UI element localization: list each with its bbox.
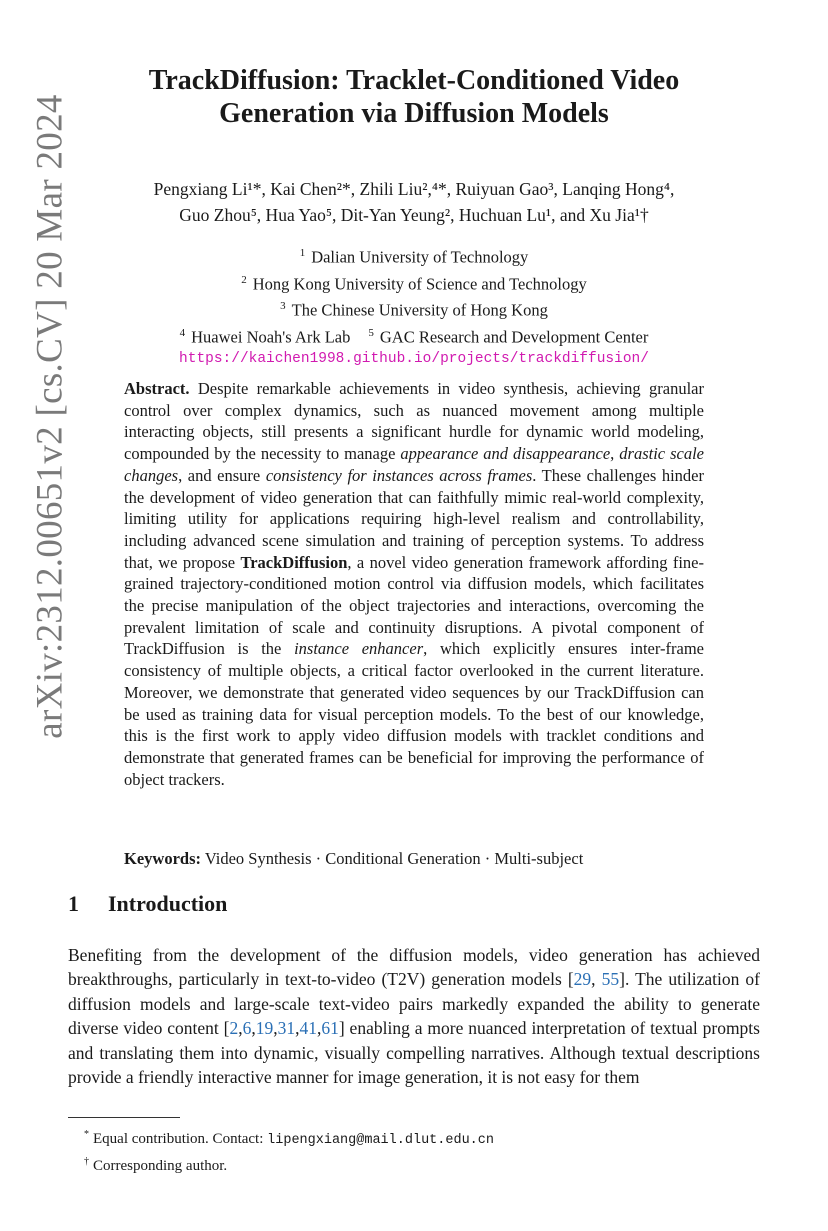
arxiv-stamp [28, 66, 72, 766]
abstract-emphasis-3: consistency for instances across frames [265, 465, 533, 485]
abstract-emphasis-2: drastic scale changes [124, 444, 704, 485]
affiliations [70, 242, 758, 370]
footnote-divider [68, 1117, 180, 1118]
abstract-text-3: , and ensure [178, 465, 266, 485]
footnote-equal-contribution [84, 1124, 754, 1151]
citation-link[interactable]: 41 [299, 1018, 317, 1039]
intro-text-2: , [591, 969, 602, 990]
keywords [124, 848, 704, 870]
authors-line-1: Pengxiang Li¹*, Kai Chen²*, Zhili Liu²,⁴*, Ruiyuan Gao³, Lanqing Hong⁴, [153, 179, 675, 199]
abstract-text-6: , which explicitly ensures inter-frame consistency of multiple objects, a critical factor overlooked in the current literature. Moreover, we demonstrate that generated video sequences by our TrackDiffusion can be used as training data for visual perception models. To the best of our knowledge, this is the first work to apply video diffusion models with tracklet conditions and demonstrate that generated frames can be beneficial for improving the performance of object trackers. [124, 639, 705, 789]
affiliation-2-number: 2 [241, 273, 247, 286]
abstract-text-4: . These challenges hinder the development of video generation that can faithfully mimic real-world complexity, limiting utility for applications requiring high-level realism and controllability, including advanced scene simulation and training of perception systems. To address that, we propose [124, 465, 704, 572]
affiliation-3-number: 3 [280, 300, 286, 312]
section-number: 1 [68, 891, 79, 916]
citation-link[interactable]: 55 [601, 969, 620, 990]
project-url-link[interactable]: https://kaichen1998.github.io/projects/trackdiffusion/ [179, 351, 649, 367]
citation-link[interactable]: 6 [242, 1018, 252, 1039]
introduction-paragraph [68, 943, 760, 1089]
intro-text-9: ] enabling a more nuanced interpretation of textual prompts and translating them into dynamic, visually compelling narratives. Although textual descriptions provide a friendly interactive manner for image generation, it is not easy for them [68, 1018, 760, 1088]
affiliation-3-name: The Chinese University of Hong Kong [291, 300, 548, 320]
affiliation-4-name: Huawei Noah's Ark Lab [191, 327, 351, 346]
citation-link[interactable]: 29 [573, 969, 592, 990]
affiliation-1-number: 1 [299, 247, 306, 259]
intro-text-1: Benefiting from the development of the diffusion models, video generation has achieved breakthroughs, particularly in text-to-video (T2V) generation models [ [68, 945, 760, 990]
arxiv-identifier: arXiv:2312.00651v2 [cs.CV] 20 Mar 2024 [29, 93, 71, 739]
affiliation-2-name: Hong Kong University of Science and Technology [252, 274, 587, 293]
author-list [70, 176, 758, 228]
title-line-1: TrackDiffusion: Tracklet-Conditioned Video [148, 65, 680, 96]
affiliation-2 [70, 269, 758, 296]
affiliation-4-number: 4 [179, 326, 186, 339]
footnote-1-text: Equal contribution. Contact: [93, 1131, 268, 1147]
footnote-2-text: Corresponding author. [93, 1158, 228, 1174]
keywords-text: Video Synthesis · Conditional Generation · Multi-subject [204, 849, 584, 868]
intro-text-7: , [295, 1018, 300, 1039]
section-title: Introduction [108, 891, 228, 916]
abstract-text-2: , [610, 444, 620, 464]
affiliation-1-name: Dalian University of Technology [311, 247, 529, 267]
title-line-2: Generation via Diffusion Models [219, 98, 609, 129]
intro-text-4: , [238, 1018, 243, 1039]
abstract-text-1: Despite remarkable achievements in video synthesis, achieving granular control over complex dynamics, such as nuanced movement among multiple interacting objects, still presents a significant hurdle for dynamic world modeling, compounded by the necessity to manage [124, 379, 704, 464]
footnote-2-mark: † [84, 1156, 89, 1167]
footnotes [84, 1124, 754, 1177]
intro-text-3: ]. The utilization of diffusion models and large-scale text-video pairs markedly expanded the ability to generate diverse video content [ [68, 969, 761, 1039]
citation-link[interactable]: 31 [277, 1018, 296, 1039]
keywords-label: Keywords: [124, 849, 201, 868]
affiliation-5-name: GAC Research and Development Center [379, 327, 649, 346]
abstract-emphasis-4: instance enhancer [294, 639, 424, 659]
contact-email: lipengxiang@mail.dlut.edu.cn [267, 1133, 494, 1148]
affiliation-5-number: 5 [368, 326, 374, 339]
abstract-method-name: TrackDiffusion [240, 552, 348, 572]
paper-title [100, 64, 728, 130]
affiliation-4-5 [70, 322, 758, 349]
footnote-1-mark: * [84, 1129, 89, 1140]
abstract-emphasis-1: appearance and disappearance [400, 444, 611, 464]
abstract-text-5: , a novel video generation framework affording fine-grained trajectory-conditioned motion control via diffusion models, which facilitates the precise manipulation of the object trajectories and interactions, overcoming the prevalent limitation of scale and continuity disruptions. A pivotal component of TrackDiffusion is the [124, 552, 704, 659]
affiliation-1 [70, 242, 758, 269]
abstract [124, 378, 704, 790]
affiliation-3 [70, 295, 758, 322]
citation-link[interactable]: 2 [229, 1018, 239, 1039]
authors-line-2: Guo Zhou⁵, Hua Yao⁵, Dit-Yan Yeung², Huchuan Lu¹, and Xu Jia¹† [179, 205, 649, 225]
footnote-corresponding-author [84, 1151, 754, 1177]
abstract-label: Abstract. [124, 379, 190, 398]
citation-link[interactable]: 19 [255, 1018, 274, 1039]
intro-text-5: , [251, 1018, 256, 1039]
intro-text-6: , [273, 1018, 278, 1039]
intro-text-8: , [316, 1018, 322, 1039]
section-heading-introduction [68, 890, 227, 918]
citation-link[interactable]: 61 [321, 1018, 339, 1039]
